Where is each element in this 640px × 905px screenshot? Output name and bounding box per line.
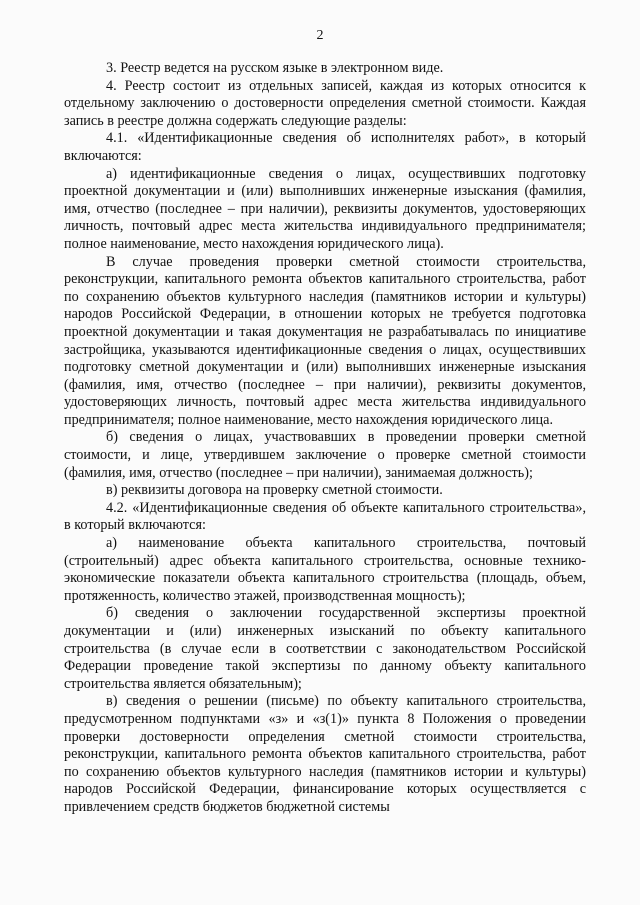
paragraph-4-1-v: в) реквизиты договора на проверку сметной стоимости. xyxy=(106,482,443,499)
document-body xyxy=(64,60,586,817)
paragraph-4: 4. Реестр состоит из отдельных записей, каждая из которых относится к отдельному заключению о достоверности определения сметной стоимости. Каждая запись в реестре должна содержать следующие разделы: xyxy=(64,77,586,129)
paragraph-4-1: 4.1. «Идентификационные сведения об исполнителях работ», в который включаются: xyxy=(64,130,586,164)
paragraph-4-2: 4.2. «Идентификационные сведения об объекте капитального строительства», в который включаются: xyxy=(64,499,586,534)
paragraph-4-2-v: в) сведения о решении (письме) по объекту капитального строительства, предусмотренном подпунктами «з» и «з(1)» пункта 8 Положения о проведении проверки достоверности определения сметной стоимости строительства, реконструкции, капитального ремонта объектов капитального строительства, работ по сохранению объектов культурного наследия (памятников истории и культуры) народов Российской Федерации, финансирование которых осуществляется с привлечением средств бюджетов бюджетной системы xyxy=(64,693,586,815)
paragraph-4-2-a: а) наименование объекта капитального строительства, почтовый (строительный) адрес объекта капитального строительства, основные технико-экономические показатели объекта капитального строительства (площадь, объем, протяженность, количество этажей, производственная мощность); xyxy=(64,535,586,604)
paragraph-3: 3. Реестр ведется на русском языке в электронном виде. xyxy=(106,60,444,76)
page-number: 2 xyxy=(316,28,324,43)
paragraph-4-1-a: а) идентификационные сведения о лицах, осуществивших подготовку проектной документации и (или) выполнивших инженерные изыскания (фамилия, имя, отчество (последнее – при наличии), реквизиты документов, удостоверяющих личность, почтовый адрес места жительства индивидуального предпринимателя; полное наименование, место нахождения юридического лица). xyxy=(64,165,586,252)
paragraph-4-1-b: б) сведения о лицах, участвовавших в проведении проверки сметной стоимости, и лице, утвердившем заключение о проверке сметной стоимости (фамилия, имя, отчество (последнее – при наличии), занимаемая должность); xyxy=(64,429,586,481)
paragraph-4-1-case: В случае проведения проверки сметной стоимости строительства, реконструкции, капитального ремонта объектов капитального строительства, работ по сохранению объектов культурного наследия (памятников истории и культуры) народов Российской Федерации, в отношении которых не требуется подготовка проектной документации и такая документация не разрабатывалась по инициативе застройщика, указываются идентификационные сведения о лицах, осуществивших подготовку сметной документации и (или) выполнивших инженерные изыскания (фамилия, имя, отчество (последнее – при наличии), реквизиты документов, удостоверяющих личность, почтовый адрес места жительства индивидуального предпринимателя; полное наименование, место нахождения юридического лица. xyxy=(64,253,586,428)
paragraph-4-2-b: б) сведения о заключении государственной экспертизы проектной документации и (или) инженерных изысканий по объекту капитального строительства (в случае если в соответствии с законодательством Российской Федерации проведение такой экспертизы по данному объекту капитального строительства является обязательным); xyxy=(64,605,586,692)
